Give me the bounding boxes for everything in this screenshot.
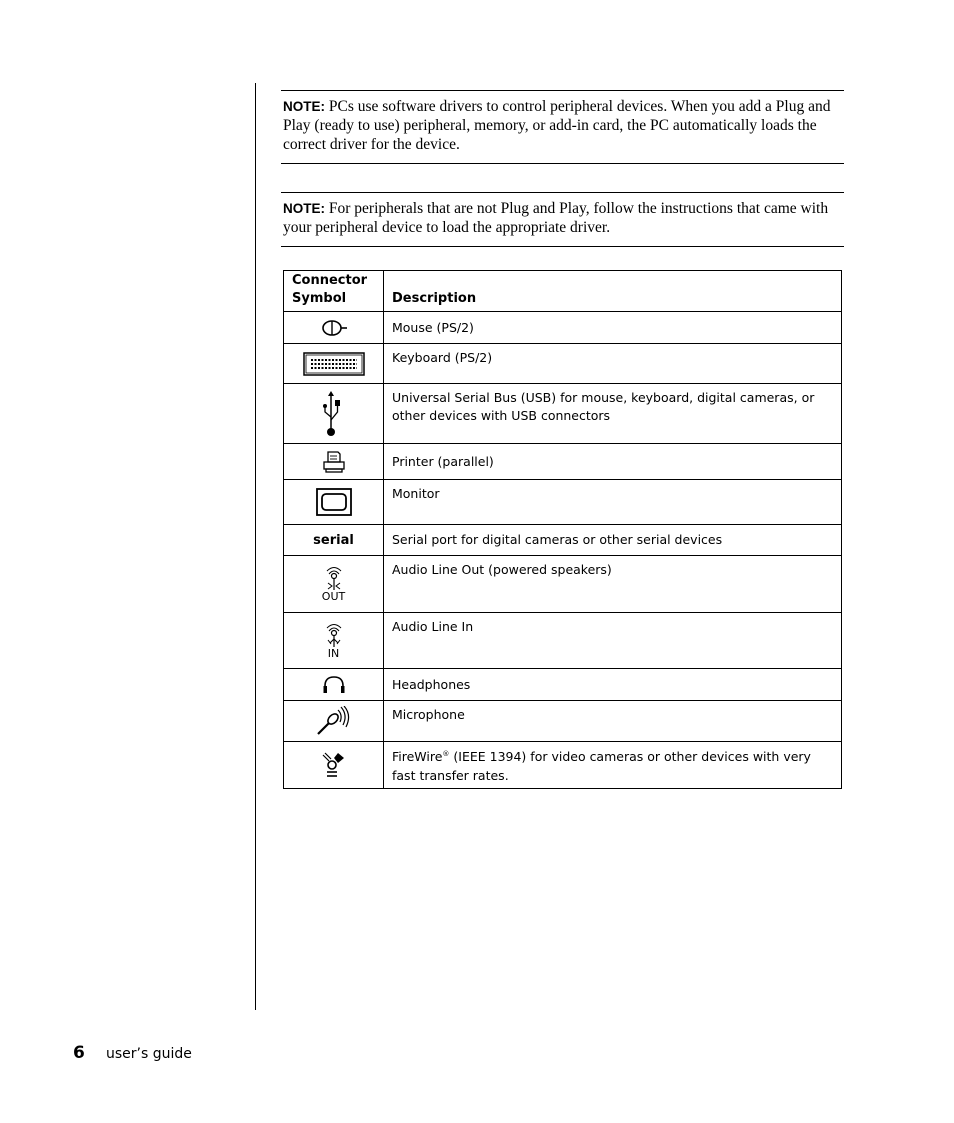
microphone-icon xyxy=(316,706,352,736)
headphones-icon xyxy=(322,675,346,695)
note-text: PCs use software drivers to control peripheral devices. When you add a Plug and Play (ready to use) peripheral, memory, or add-in card, the PC automatically loads the correct driver for the device. xyxy=(283,98,831,153)
keyboard-icon xyxy=(303,352,365,376)
note-non-plug-and-play xyxy=(281,192,844,247)
page-number: 6 xyxy=(73,1043,85,1063)
header-description: Description xyxy=(384,271,842,312)
symbol-cell xyxy=(284,384,384,444)
description-cell: Monitor xyxy=(384,480,842,525)
description-cell: Serial port for digital cameras or other serial devices xyxy=(384,525,842,556)
margin-rule xyxy=(255,83,256,1010)
symbol-cell xyxy=(284,344,384,384)
note-drivers xyxy=(281,90,844,164)
guide-title: user’s guide xyxy=(106,1046,192,1062)
table-row xyxy=(284,384,842,444)
description-cell: Headphones xyxy=(384,669,842,701)
audio-in-label: IN xyxy=(327,646,340,660)
description-cell: Printer (parallel) xyxy=(384,444,842,480)
table-row xyxy=(284,525,842,556)
usb-icon xyxy=(322,390,346,438)
note-text: For peripherals that are not Plug and Play, follow the instructions that came with your peripheral device to load the appropriate driver. xyxy=(283,200,829,236)
symbol-cell xyxy=(284,525,384,556)
description-cell xyxy=(384,742,842,789)
table-row xyxy=(284,312,842,344)
mouse-icon xyxy=(319,318,349,338)
registered-mark: ® xyxy=(442,750,450,759)
description-cell: Keyboard (PS/2) xyxy=(384,344,842,384)
symbol-cell xyxy=(284,742,384,789)
symbol-cell xyxy=(284,312,384,344)
table-header-row xyxy=(284,271,842,312)
symbol-cell xyxy=(284,444,384,480)
description-cell: Microphone xyxy=(384,701,842,742)
table-row xyxy=(284,444,842,480)
symbol-cell xyxy=(284,701,384,742)
table-row xyxy=(284,669,842,701)
table-row xyxy=(284,344,842,384)
table-row xyxy=(284,556,842,613)
description-cell: Mouse (PS/2) xyxy=(384,312,842,344)
table-row xyxy=(284,613,842,669)
table-row xyxy=(284,701,842,742)
audio-out-icon xyxy=(324,565,344,591)
header-connector-symbol: Connector Symbol xyxy=(284,271,384,312)
monitor-icon xyxy=(316,488,352,516)
description-cell: Audio Line In xyxy=(384,613,842,669)
connector-table xyxy=(283,270,842,789)
description-cell: Audio Line Out (powered speakers) xyxy=(384,556,842,613)
symbol-cell xyxy=(284,556,384,613)
firewire-name: FireWire xyxy=(392,749,443,765)
table-row xyxy=(284,480,842,525)
page-footer xyxy=(73,1043,192,1063)
description-cell: Universal Serial Bus (USB) for mouse, keyboard, digital cameras, or other devices with USB connectors xyxy=(384,384,842,444)
printer-icon xyxy=(322,450,346,474)
table-row xyxy=(284,742,842,789)
serial-symbol-label: serial xyxy=(313,532,354,548)
audio-in-icon xyxy=(324,622,344,648)
symbol-cell xyxy=(284,669,384,701)
note-label: NOTE: xyxy=(283,99,325,114)
symbol-cell xyxy=(284,613,384,669)
note-label: NOTE: xyxy=(283,201,325,216)
firewire-description: (IEEE 1394) for video cameras or other devices with very fast transfer rates. xyxy=(392,749,811,783)
symbol-cell xyxy=(284,480,384,525)
firewire-icon xyxy=(320,751,348,779)
audio-out-label: OUT xyxy=(321,590,346,603)
